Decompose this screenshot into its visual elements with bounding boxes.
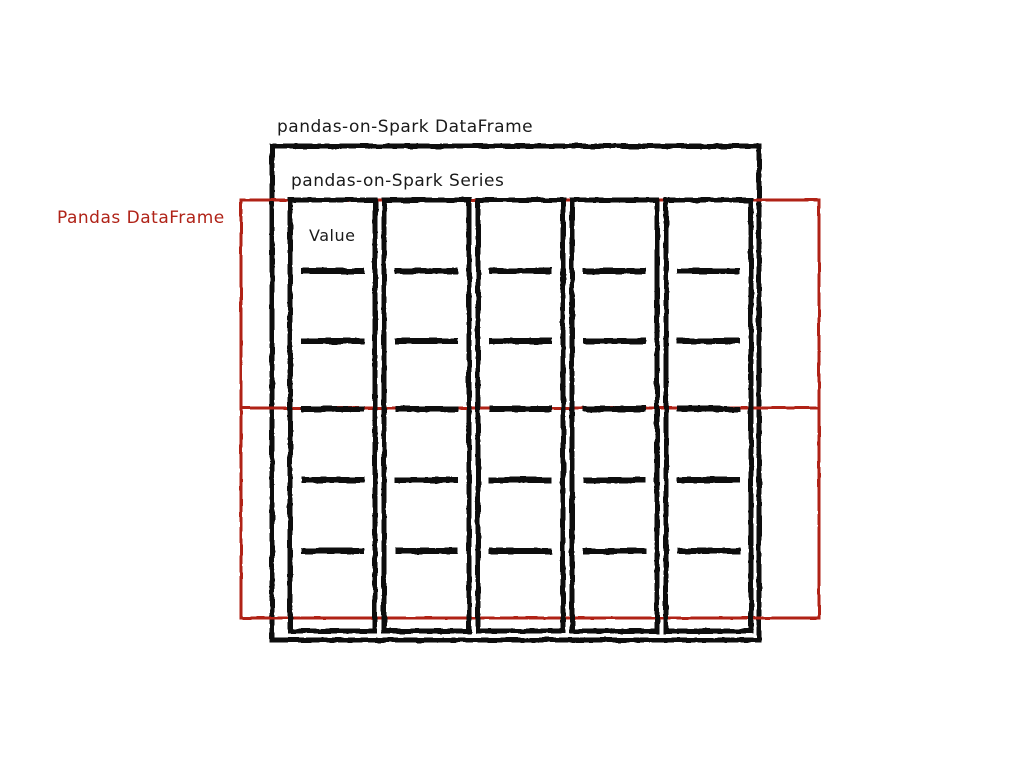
series-column-5 [666, 200, 751, 631]
series-columns [290, 200, 751, 631]
pandas-dataframe-label: Pandas DataFrame [57, 208, 225, 228]
series-column-1 [290, 200, 375, 631]
pandas-dataframe-box-bottom [241, 408, 819, 618]
series-column-3 [478, 200, 563, 631]
series-column-2 [384, 200, 469, 631]
spark-dataframe-title: pandas-on-Spark DataFrame [277, 117, 534, 137]
row-separators [301, 271, 740, 551]
spark-series-label: pandas-on-Spark Series [291, 171, 505, 191]
series-column-4 [572, 200, 657, 631]
value-cell-label: Value [309, 226, 356, 245]
spark-dataframe-outline [272, 146, 759, 640]
